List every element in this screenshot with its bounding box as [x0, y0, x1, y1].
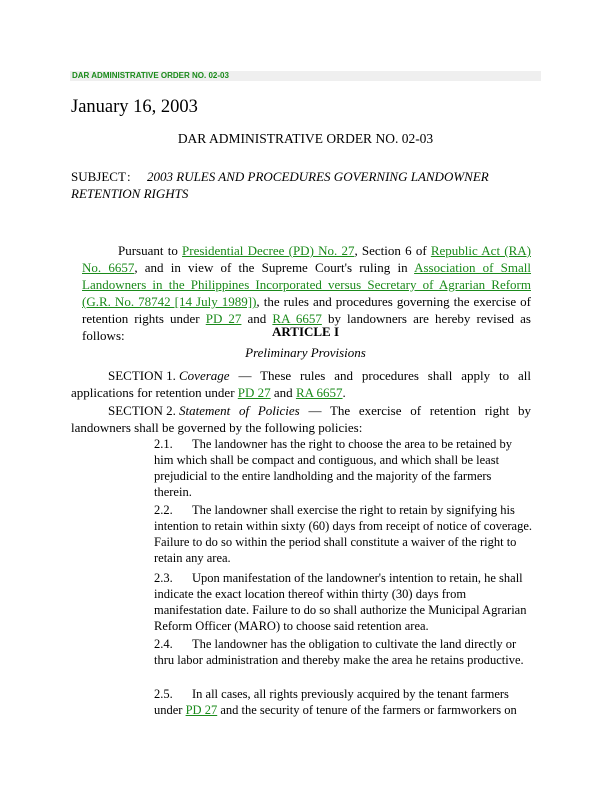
- section-heading: Coverage: [179, 368, 230, 383]
- link-ra-6657[interactable]: RA 6657: [295, 385, 343, 400]
- policy-item: [154, 686, 532, 718]
- policy-number: 2.1.: [154, 437, 173, 451]
- section-text: The exercise of retention right by landowners shall be governed by the following policies:: [71, 403, 531, 435]
- document-date: January 16, 2003: [71, 97, 198, 117]
- link-pd-27[interactable]: PD 27: [185, 703, 218, 717]
- policy-text: In all cases, all rights previously acquired by the tenant farmers under: [154, 687, 509, 717]
- policy-text: and the security of tenure of the farmers or farmworkers on: [217, 703, 517, 717]
- section-number: SECTION 2.: [108, 403, 176, 418]
- subject-block: [71, 169, 511, 202]
- preamble-text: Pursuant to: [118, 243, 183, 258]
- policy-text: The landowner has the right to choose the area to be retained by him which shall be compact and contiguous, and which shall be least prejudicial to the entire landholding and the majority of the farmers therein.: [154, 437, 513, 499]
- subject-text: 2003 RULES AND PROCEDURES GOVERNING LANDOWNER RETENTION RIGHTS: [71, 169, 489, 201]
- section-2: [71, 402, 531, 436]
- section-number: SECTION 1.: [108, 368, 176, 383]
- section-text: .: [342, 385, 346, 400]
- policy-number: 2.2.: [154, 503, 173, 517]
- section-1: [71, 367, 531, 401]
- article-subtitle: Preliminary Provisions: [245, 345, 366, 360]
- policy-text: The landowner has the obligation to cultivate the land directly or thru labor administration and thereby make the area he retains productive.: [154, 637, 524, 667]
- preamble-text: , the rules and procedures governing the exercise of retention rights under: [82, 294, 531, 326]
- link-supreme-court-case[interactable]: Association of Small Landowners in the Philippines Incorporated versus Secretary of Agrarian Reform (G.R. No. 78742 [14 July 1989]): [82, 260, 532, 309]
- policy-item: [154, 636, 532, 668]
- policy-number: 2.3.: [154, 571, 173, 585]
- link-pd-27[interactable]: PD 27: [237, 385, 271, 400]
- link-pd-27-short[interactable]: PD 27: [205, 311, 242, 326]
- subject-label: SUBJECT: [71, 169, 126, 184]
- section-heading: Statement of Policies: [179, 403, 300, 418]
- section-dash: —: [299, 403, 330, 418]
- policy-item: [154, 436, 532, 500]
- section-dash: —: [229, 368, 261, 383]
- preamble-text: by landowners are hereby revised as follows:: [82, 311, 531, 343]
- policy-text: Upon manifestation of the landowner's intention to retain, he shall indicate the exact location thereof within thirty (30) days from manifestation date. Failure to do so shall authorize the Municipal Agrarian Reform Officer (MARO) to choose said retention area.: [154, 571, 527, 633]
- link-presidential-decree-27[interactable]: Presidential Decree (PD) No. 27: [182, 243, 355, 258]
- link-ra-6657-short[interactable]: RA 6657: [272, 311, 322, 326]
- section-text: These rules and procedures shall apply to all applications for retention under: [71, 368, 532, 400]
- policy-item: [154, 502, 532, 566]
- preamble-text: , and in view of the Supreme Court's ruling in: [134, 260, 415, 275]
- preamble-text: , Section 6 of: [354, 243, 431, 258]
- preamble-text: and: [241, 311, 273, 326]
- document-header-label: DAR ADMINISTRATIVE ORDER NO. 02-03: [72, 71, 229, 80]
- section-text: and: [270, 385, 296, 400]
- order-title: DAR ADMINISTRATIVE ORDER NO. 02-03: [177, 131, 434, 146]
- policy-text: The landowner shall exercise the right to retain by signifying his intention to retain within sixty (60) days from receipt of notice of coverage. Failure to do so within the period shall constitute a waiver of the right to retain any area.: [154, 503, 533, 565]
- article-title: ARTICLE I: [271, 324, 340, 339]
- link-republic-act-6657[interactable]: Republic Act (RA) No. 6657: [82, 243, 531, 275]
- policy-number: 2.5.: [154, 687, 173, 701]
- policy-number: 2.4.: [154, 637, 173, 651]
- subject-colon: :: [127, 169, 131, 184]
- policy-item: [154, 570, 532, 634]
